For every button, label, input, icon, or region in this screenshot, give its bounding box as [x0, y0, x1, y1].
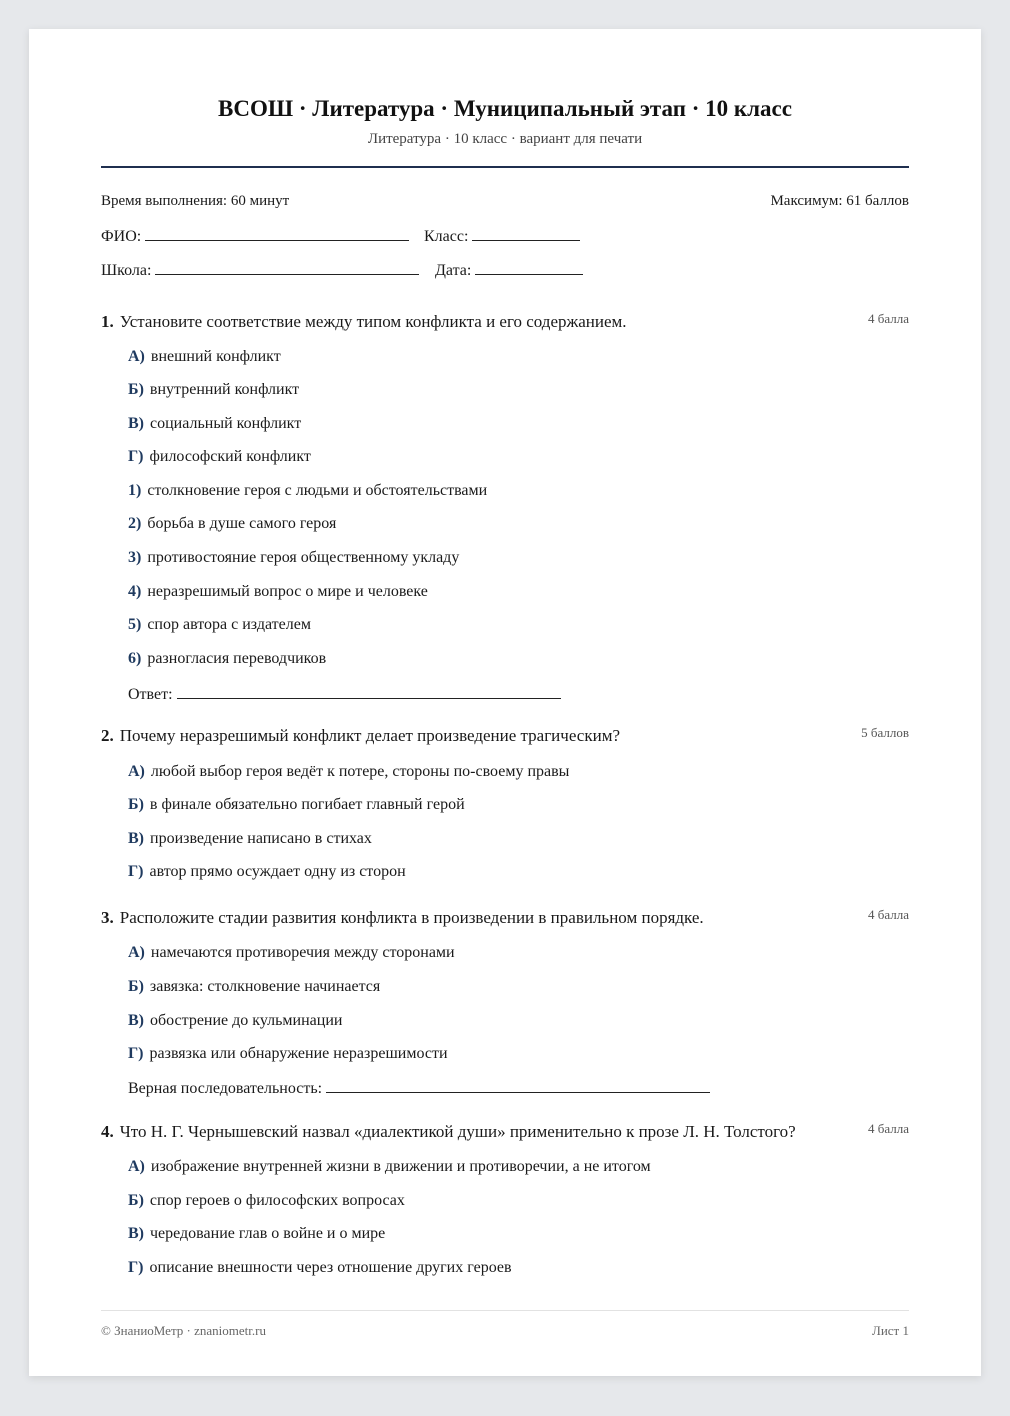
option-item: [128, 1225, 385, 1243]
answer-field[interactable]: [128, 684, 561, 704]
option-item: [128, 944, 455, 962]
option-text: спор автора с издателем: [147, 616, 311, 633]
option-letter: 5): [128, 616, 142, 633]
option-text: описание внешности через отношение других героев: [149, 1259, 512, 1276]
class-field[interactable]: [424, 226, 580, 246]
option-item: [128, 763, 569, 781]
name-field[interactable]: [101, 226, 409, 246]
option-item: [128, 978, 380, 996]
footer-divider: [101, 1310, 909, 1311]
name-blank[interactable]: [145, 226, 409, 241]
answer-label: Ответ:: [128, 686, 173, 703]
option-item: [128, 830, 372, 848]
answer-field[interactable]: [128, 1078, 710, 1098]
option-text: противостояние героя общественному укладу: [147, 549, 460, 566]
header-divider: [101, 166, 909, 168]
option-text: чередование глав о войне и о мире: [150, 1225, 386, 1242]
question-points: 4 балла: [868, 907, 909, 922]
question-prompt: Почему неразрешимый конфликт делает произведение трагическим?: [119, 726, 621, 745]
worksheet-page: [29, 29, 981, 1376]
option-text: внешний конфликт: [150, 348, 281, 365]
question-text: [101, 312, 627, 332]
option-letter: 6): [128, 650, 142, 667]
option-text: внутренний конфликт: [149, 381, 300, 398]
question-points: 4 балла: [868, 1121, 909, 1136]
option-text: философский конфликт: [149, 448, 311, 465]
school-field[interactable]: [101, 260, 419, 280]
question-points: 4 балла: [868, 311, 909, 326]
max-score: Максимум: 61 баллов: [770, 193, 909, 209]
option-item: [128, 616, 311, 634]
question-text: [101, 1122, 796, 1142]
question-number: 4.: [101, 1122, 114, 1141]
option-text: спор героев о философских вопросах: [149, 1192, 405, 1209]
option-letter: В): [128, 1225, 144, 1242]
option-item: [128, 549, 459, 567]
option-item: [128, 381, 299, 399]
option-letter: Г): [128, 448, 144, 465]
option-letter: Г): [128, 1045, 144, 1062]
option-letter: 3): [128, 549, 142, 566]
option-text: намечаются противоречия между сторонами: [150, 944, 455, 961]
option-text: обострение до кульминации: [150, 1012, 343, 1029]
option-letter: В): [128, 415, 144, 432]
time-limit: Время выполнения: 60 минут: [101, 193, 290, 209]
question-text: [101, 726, 620, 746]
name-label: ФИО:: [101, 228, 142, 245]
option-text: любой выбор героя ведёт к потере, стороны по-своему правы: [150, 763, 570, 780]
option-text: борьба в душе самого героя: [147, 515, 337, 532]
option-item: [128, 348, 281, 366]
question-prompt: Установите соответствие между типом конфликта и его содержанием.: [119, 312, 627, 331]
option-text: развязка или обнаружение неразрешимости: [149, 1045, 448, 1062]
option-letter: В): [128, 1012, 144, 1029]
footer-copyright: © ЗнаниоМетр · znaniometr.ru: [101, 1323, 266, 1338]
option-item: [128, 1012, 342, 1030]
option-text: неразрешимый вопрос о мире и человеке: [147, 583, 428, 600]
question-number: 3.: [101, 908, 114, 927]
question-text: [101, 908, 704, 928]
option-letter: А): [128, 763, 145, 780]
question-number: 2.: [101, 726, 114, 745]
option-letter: Г): [128, 1259, 144, 1276]
page-title: ВСОШ · Литература · Муниципальный этап · 10 класс: [218, 96, 792, 121]
class-label: Класс:: [424, 228, 469, 245]
question-prompt: Что Н. Г. Чернышевский назвал «диалектикой души» применительно к прозе Л. Н. Толстого?: [119, 1122, 796, 1141]
option-item: [128, 650, 326, 668]
page-subtitle: Литература · 10 класс · вариант для печати: [367, 131, 643, 147]
option-text: произведение написано в стихах: [150, 830, 372, 847]
option-item: [128, 1259, 512, 1277]
answer-blank[interactable]: [326, 1078, 710, 1093]
option-letter: Б): [128, 1192, 144, 1209]
date-blank[interactable]: [475, 260, 583, 275]
answer-label: Верная последовательность:: [128, 1080, 323, 1097]
option-text: автор прямо осуждает одну из сторон: [149, 863, 406, 880]
option-letter: В): [128, 830, 144, 847]
question-points: 5 баллов: [861, 725, 909, 740]
option-letter: Б): [128, 978, 144, 995]
option-text: завязка: столкновение начинается: [149, 978, 381, 995]
option-letter: Г): [128, 863, 144, 880]
option-item: [128, 1045, 448, 1063]
option-letter: А): [128, 1158, 145, 1175]
option-text: изображение внутренней жизни в движении и противоречии, а не итогом: [150, 1158, 651, 1175]
question-number: 1.: [101, 312, 114, 331]
option-text: социальный конфликт: [150, 415, 302, 432]
option-item: [128, 796, 465, 814]
school-blank[interactable]: [155, 260, 419, 275]
option-item: [128, 448, 311, 466]
question-prompt: Расположите стадии развития конфликта в произведении в правильном порядке.: [119, 908, 704, 927]
date-label: Дата:: [435, 262, 472, 279]
option-item: [128, 863, 406, 881]
school-label: Школа:: [101, 262, 152, 279]
option-letter: Б): [128, 381, 144, 398]
class-blank[interactable]: [472, 226, 580, 241]
option-letter: 1): [128, 482, 142, 499]
option-item: [128, 415, 301, 433]
option-item: [128, 515, 336, 533]
option-item: [128, 583, 428, 601]
option-letter: 4): [128, 583, 142, 600]
option-text: столкновение героя с людьми и обстоятельствами: [147, 482, 488, 499]
option-text: в финале обязательно погибает главный герой: [149, 796, 465, 813]
option-letter: Б): [128, 796, 144, 813]
option-letter: 2): [128, 515, 142, 532]
option-item: [128, 482, 487, 500]
answer-blank[interactable]: [177, 684, 561, 699]
date-field[interactable]: [435, 260, 583, 280]
option-letter: А): [128, 348, 145, 365]
option-item: [128, 1192, 405, 1210]
option-letter: А): [128, 944, 145, 961]
option-item: [128, 1158, 651, 1176]
option-text: разногласия переводчиков: [147, 650, 327, 667]
footer-page-number: Лист 1: [872, 1323, 909, 1338]
